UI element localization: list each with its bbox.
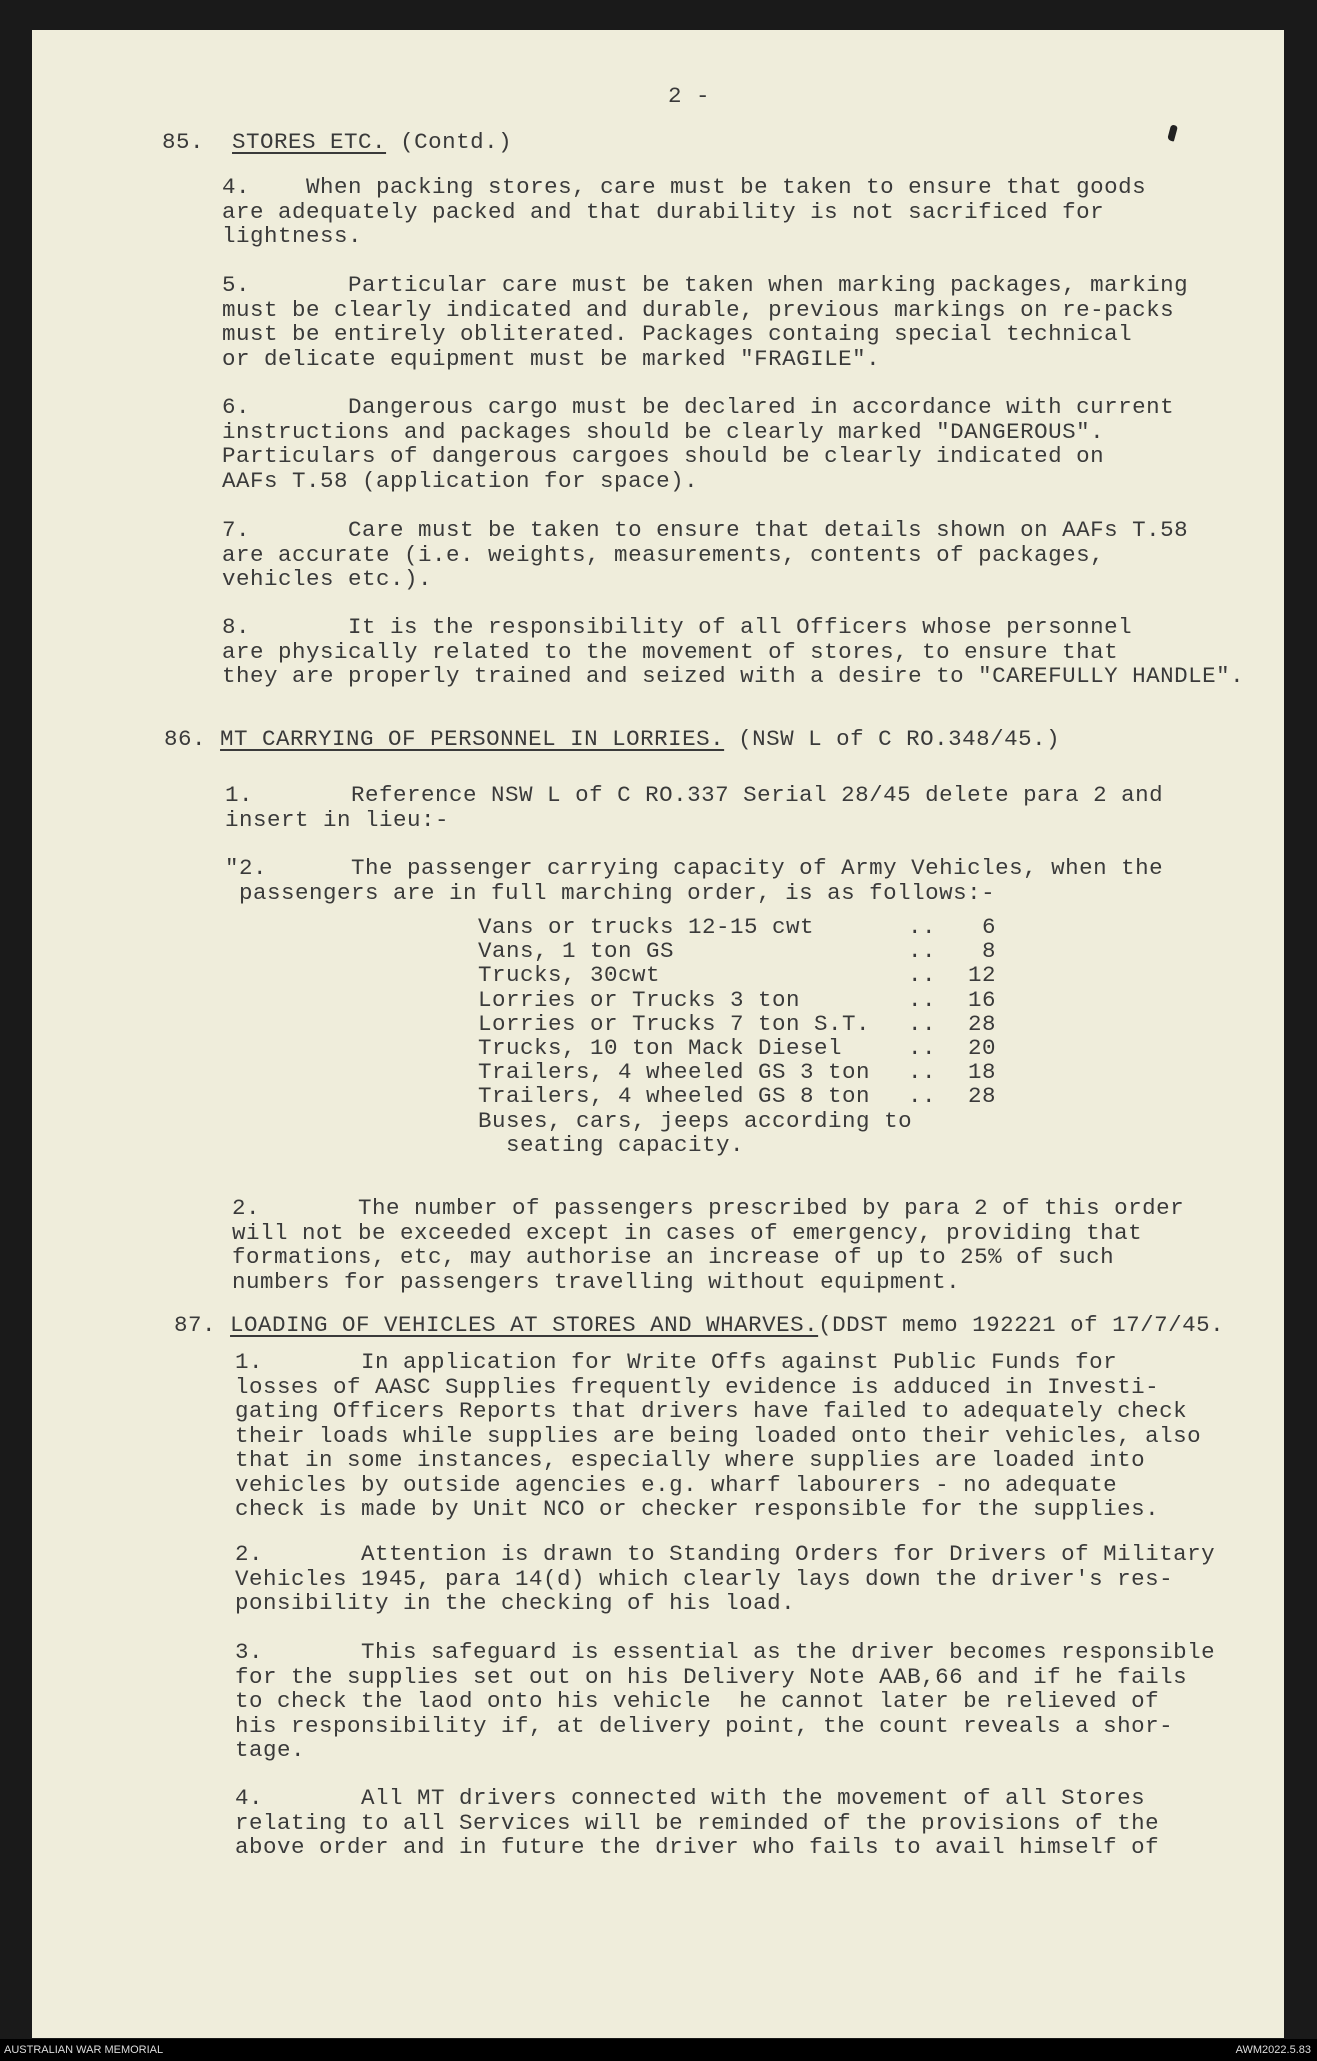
text-line: All MT drivers connected with the movement of all Stores: [361, 1785, 1146, 1811]
vehicle-name: Trailers, 4 wheeled GS 8 ton: [478, 1083, 871, 1110]
text-line: above order and in future the driver who fails to avail himself of: [235, 1834, 1160, 1860]
text-line: Reference NSW L of C RO.337 Serial 28/45 delete para 2 and: [351, 782, 1164, 808]
text-line: In application for Write Offs against Public Funds for: [361, 1349, 1118, 1375]
text-line: they are properly trained and seized with a desire to "CAREFULLY HANDLE".: [222, 663, 1245, 689]
vehicle-row: [478, 1036, 996, 1060]
paragraph-number: 4.: [235, 1785, 264, 1811]
section-86-heading: [164, 727, 1060, 751]
footer-institution: AUSTRALIAN WAR MEMORIAL: [4, 2044, 164, 2056]
text-line: or delicate equipment must be marked "FRAGILE".: [222, 345, 881, 372]
vehicle-name: Lorries or Trucks 7 ton S.T.: [478, 1010, 871, 1037]
text-line: that in some instances, especially where supplies are loaded into: [235, 1447, 1146, 1473]
paragraph-85-8: [222, 615, 1244, 689]
text-line: Dangerous cargo must be declared in accordance with current: [348, 394, 1175, 420]
vehicle-row: [478, 963, 996, 987]
section-87-heading: [174, 1313, 1224, 1337]
vehicle-capacity-table: [478, 915, 996, 1157]
vehicle-row: [478, 1012, 996, 1036]
text-line: Particular care must be taken when marking packages, marking: [348, 272, 1189, 298]
text-line: check is made by Unit NCO or checker responsible for the supplies.: [235, 1496, 1160, 1522]
paragraph-number: 4.: [222, 174, 251, 200]
text-line: The passenger carrying capacity of Army Vehicles, when the: [351, 855, 1164, 881]
text-line: his responsibility if, at delivery point, the count reveals a shor-: [235, 1712, 1174, 1739]
paragraph-number: 7.: [222, 517, 251, 543]
paragraph-number: 8.: [222, 614, 251, 640]
paragraph-number: 2.: [235, 1541, 264, 1567]
text-line: Attention is drawn to Standing Orders for Drivers of Military: [361, 1541, 1216, 1567]
leader-dots: ..: [908, 914, 937, 940]
text-line: vehicles by outside agencies e.g. wharf labourers - no adequate: [235, 1471, 1118, 1498]
text-line: Vehicles 1945, para 14(d) which clearly lays down the driver's res-: [235, 1565, 1174, 1592]
paragraph-87-2: [235, 1542, 1215, 1616]
leader-dots: ..: [908, 938, 937, 965]
paragraph-number: 3.: [235, 1639, 264, 1665]
paragraph-86-1: [225, 783, 1163, 832]
text-line: gating Officers Reports that drivers have failed to adequately check: [235, 1398, 1188, 1424]
leader-dots: ..: [908, 1083, 937, 1110]
text-line: ponsibility in the checking of his load.: [235, 1590, 796, 1616]
vehicle-capacity: 6: [981, 914, 996, 940]
vehicle-note: Buses, cars, jeeps according to: [478, 1107, 913, 1134]
section-number: 86.: [164, 726, 207, 752]
vehicle-row: [478, 1060, 996, 1084]
text-line: Care must be taken to ensure that details shown on AAFs T.58: [348, 517, 1189, 543]
paragraph-86-2: [225, 856, 1163, 905]
section-85-heading: [162, 130, 512, 154]
vehicle-note: seating capacity.: [478, 1131, 745, 1158]
vehicle-name: Vans, 1 ton GS: [478, 938, 675, 965]
leader-dots: ..: [908, 1010, 937, 1037]
ink-speck: [1167, 124, 1178, 141]
text-line: insert in lieu:-: [225, 806, 450, 833]
vehicle-capacity: 28: [967, 1010, 996, 1037]
text-line: for the supplies set out on his Delivery Note AAB,66 and if he fails: [235, 1663, 1188, 1690]
text-line: When packing stores, care must be taken to ensure that goods: [306, 174, 1147, 200]
text-line: vehicles etc.).: [222, 566, 433, 592]
text-line: It is the responsibility of all Officers whose personnel: [348, 614, 1133, 640]
section-title: MT CARRYING OF PERSONNEL IN LORRIES.: [220, 726, 725, 752]
leader-dots: ..: [908, 962, 937, 989]
section-title: STORES ETC.: [232, 129, 387, 155]
text-line: their loads while supplies are being loaded onto their vehicles, also: [235, 1422, 1202, 1449]
section-number: 87.: [174, 1312, 217, 1338]
section-suffix: (NSW L of C RO.348/45.): [724, 726, 1061, 752]
vehicle-name: Trailers, 4 wheeled GS 3 ton: [478, 1059, 871, 1086]
vehicle-capacity: 18: [967, 1059, 996, 1086]
vehicle-name: Trucks, 10 ton Mack Diesel: [478, 1035, 843, 1062]
section-title: LOADING OF VEHICLES AT STORES AND WHARVES.: [230, 1312, 819, 1338]
paragraph-number: 2.: [232, 1195, 261, 1221]
text-line: numbers for passengers travelling without equipment.: [232, 1268, 961, 1295]
text-line: relating to all Services will be reminded of the provisions of the: [235, 1809, 1160, 1836]
paragraph-number: 6.: [222, 394, 251, 420]
paragraph-85-6: [222, 395, 1174, 493]
vehicle-row: [478, 988, 996, 1012]
text-line: losses of AASC Supplies frequently evidence is adduced in Investi-: [235, 1373, 1160, 1400]
vehicle-capacity: 8: [981, 938, 996, 965]
vehicle-capacity: 20: [967, 1035, 996, 1062]
text-line: instructions and packages should be clearly marked "DANGEROUS".: [222, 418, 1105, 445]
page-number: 2 -: [668, 83, 711, 109]
paragraph-85-7: [222, 518, 1188, 592]
text-line: formations, etc, may authorise an increase of up to 25% of such: [232, 1244, 1115, 1270]
text-line: must be entirely obliterated. Packages containg special technical: [222, 321, 1133, 347]
vehicle-name: Trucks, 30cwt: [478, 962, 661, 989]
paragraph-87-1: [235, 1350, 1201, 1522]
paragraph-number: 5.: [222, 272, 251, 298]
section-number: 85.: [162, 129, 205, 155]
paragraph-87-4: [235, 1786, 1159, 1860]
text-line: passengers are in full marching order, is as follows:-: [239, 879, 996, 906]
text-line: lightness.: [222, 223, 363, 249]
text-line: are physically related to the movement of stores, to ensure that: [222, 638, 1119, 665]
paragraph-86-closing: [232, 1196, 1184, 1294]
vehicle-row: [478, 915, 996, 939]
paragraph-number: 1.: [235, 1349, 264, 1375]
text-line: are adequately packed and that durability is not sacrificed for: [222, 198, 1105, 225]
vehicle-name: Vans or trucks 12-15 cwt: [478, 914, 815, 940]
footer-accession-number: AWM2022.5.83: [1235, 2044, 1311, 2056]
text-line: are accurate (i.e. weights, measurements, contents of packages,: [222, 541, 1105, 568]
vehicle-capacity: 28: [967, 1083, 996, 1110]
text-line: Particulars of dangerous cargoes should be clearly indicated on: [222, 443, 1105, 469]
text-line: must be clearly indicated and durable, previous markings on re-packs: [222, 296, 1175, 323]
paragraph-87-3: [235, 1640, 1215, 1763]
document-page: [32, 30, 1284, 2038]
vehicle-row: [478, 939, 996, 963]
vehicle-capacity: 16: [967, 986, 996, 1013]
leader-dots: ..: [908, 986, 937, 1013]
text-line: The number of passengers prescribed by para 2 of this order: [358, 1195, 1185, 1221]
paragraph-85-4: [222, 175, 1146, 249]
section-suffix: (Contd.): [386, 129, 513, 155]
text-line: will not be exceeded except in cases of emergency, providing that: [232, 1219, 1143, 1246]
vehicle-name: Lorries or Trucks 3 ton: [478, 986, 801, 1013]
paragraph-number: 1.: [225, 782, 254, 808]
text-line: AAFs T.58 (application for space).: [222, 467, 699, 494]
vehicle-row: [478, 1084, 996, 1108]
section-suffix: (DDST memo 192221 of 17/7/45.: [818, 1312, 1225, 1338]
paragraph-85-5: [222, 273, 1188, 371]
leader-dots: ..: [908, 1059, 937, 1086]
text-line: tage.: [235, 1737, 306, 1763]
archive-footer: [0, 2039, 1317, 2061]
text-line: to check the laod onto his vehicle he cannot later be relieved of: [235, 1688, 1160, 1714]
text-line: This safeguard is essential as the driver becomes responsible: [361, 1639, 1216, 1665]
leader-dots: ..: [908, 1035, 937, 1062]
paragraph-number: "2.: [225, 855, 268, 881]
vehicle-capacity: 12: [967, 962, 996, 989]
